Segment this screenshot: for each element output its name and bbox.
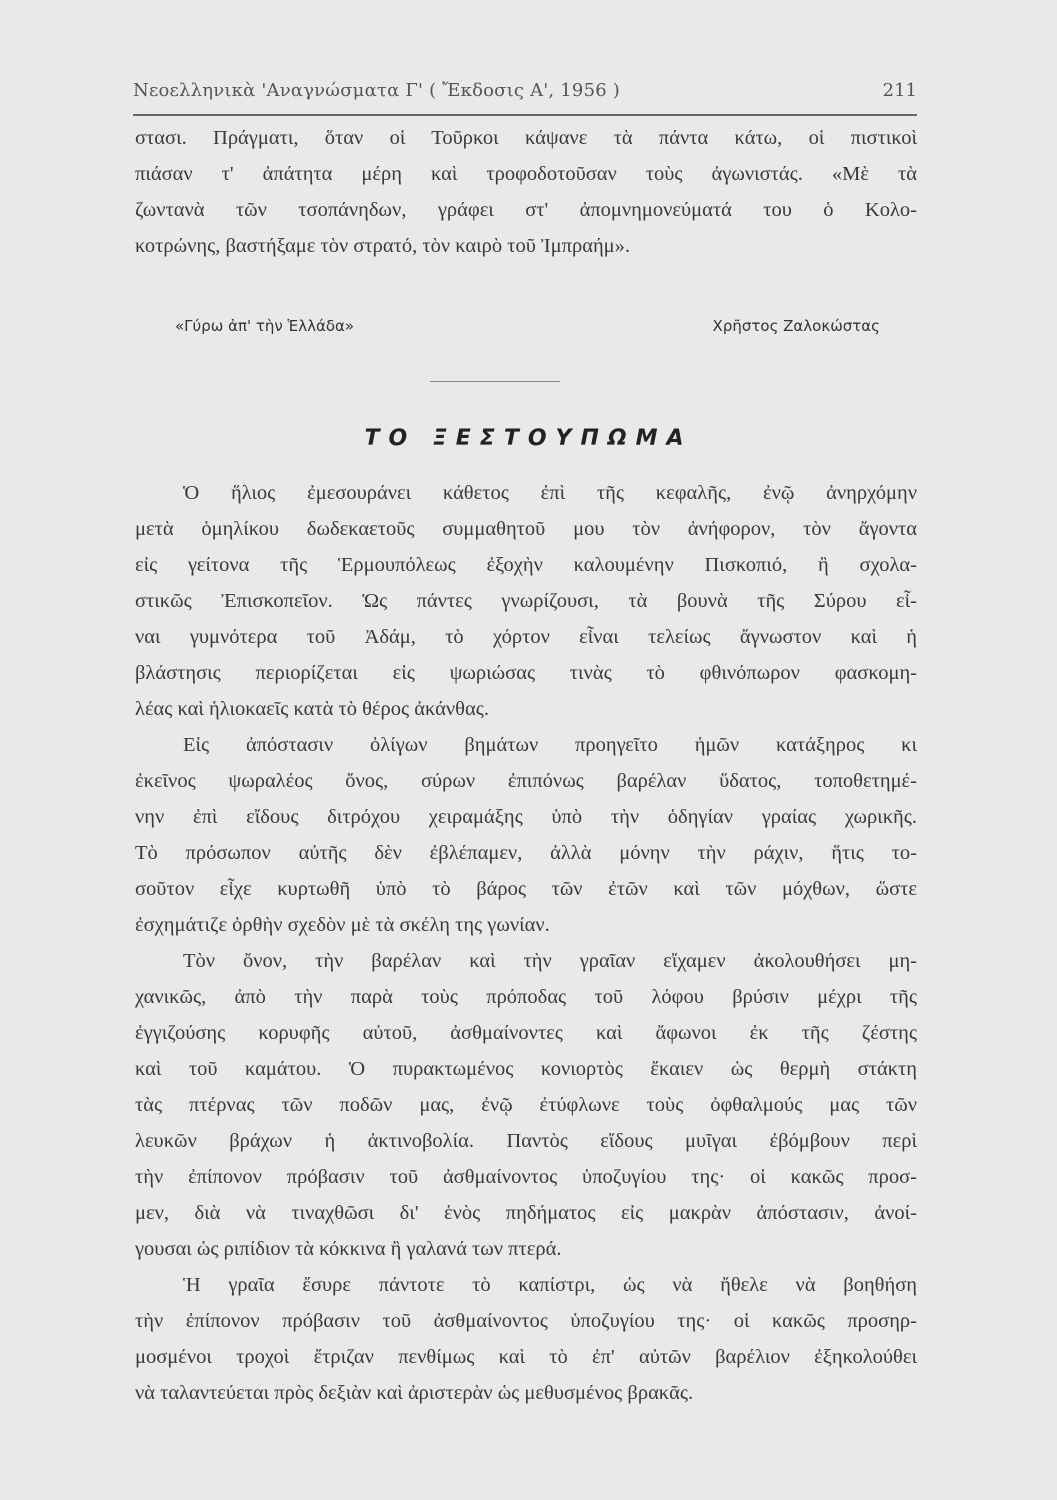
text-line: καὶ τοῦ καμάτου. Ὁ πυρακτωμένος κονιορτὸς ἔκαιεν ὡς θερμὴ στάκτη xyxy=(135,1058,917,1080)
text-line: ἐγγιζούσης κορυφῆς αὐτοῦ, ἀσθμαίνοντες καὶ ἄφωνοι ἐκ τῆς ζέστης xyxy=(135,1022,917,1044)
paragraph xyxy=(135,727,917,943)
text-line: ἐκεῖνος ψωραλέος ὄνος, σύρων ἐπιπόνως βαρέλαν ὕδατος, τοποθετημέ- xyxy=(135,770,917,792)
paragraph xyxy=(135,1267,917,1411)
text-line: λέας καὶ ἡλιοκαεῖς κατὰ τὸ θέρος ἀκάνθας. xyxy=(135,698,489,720)
text-line: βλάστησις περιορίζεται εἰς ψωριώσας τινὰς τὸ φθινόπωρον φασκομη- xyxy=(135,662,917,684)
article-title: ΤΟ ΞΕΣΤΟΥΠΩΜΑ xyxy=(364,426,693,451)
text-line: τὴν ἐπίπονον πρόβασιν τοῦ ἀσθμαίνοντος ὑποζυγίου της· οἱ κακῶς προσηρ- xyxy=(135,1310,917,1332)
text-line: στικῶς Ἐπισκοπεῖον. Ὡς πάντες γνωρίζουσι, τὰ βουνὰ τῆς Σύρου εἶ- xyxy=(135,590,917,612)
header-rule xyxy=(133,114,917,116)
text-line: νην ἐπὶ εἴδους διτρόχου χειραμάξης ὑπὸ τὴν ὁδηγίαν γραίας χωρικῆς. xyxy=(135,806,917,828)
text-line: λευκῶν βράχων ἡ ἀκτινοβολία. Παντὸς εἴδους μυῖγαι ἐβόμβουν περὶ xyxy=(135,1130,917,1152)
text-line: χανικῶς, ἀπὸ τὴν παρὰ τοὺς πρόποδας τοῦ λόφου βρύσιν μέχρι τῆς xyxy=(135,986,917,1008)
text-line: πιάσαν τ' ἀπάτητα μέρη καὶ τροφοδοτοῦσαν τοὺς ἀγωνιστάς. «Μὲ τὰ xyxy=(135,163,917,185)
text-line: Τὸ πρόσωπον αὐτῆς δὲν ἐβλέπαμεν, ἀλλὰ μόνην τὴν ράχιν, ἥτις το- xyxy=(135,842,917,864)
text-line: ναι γυμνότερα τοῦ Ἀδάμ, τὸ χόρτον εἶναι τελείως ἄγνωστον καὶ ἡ xyxy=(135,626,917,648)
running-title: Νεοελληνικὰ 'Αναγνώσματα Γ' ( Ἔκδοσις Α', 1956 ) xyxy=(133,80,621,101)
running-header xyxy=(133,80,917,110)
citation-author: Χρῆστος Ζαλοκώστας xyxy=(712,317,880,335)
text-line: μεν, διὰ νὰ τιναχθῶσι δι' ἑνὸς πηδήματος εἰς μακρὰν ἀπόστασιν, ἀνοί- xyxy=(135,1202,917,1224)
text-line: μετὰ ὁμηλίκου δωδεκαετοῦς συμμαθητοῦ μου τὸν ἀνήφορον, τὸν ἄγοντα xyxy=(135,518,917,540)
text-line: τὰς πτέρνας τῶν ποδῶν μας, ἐνῷ ἐτύφλωνε τοὺς ὀφθαλμούς μας τῶν xyxy=(135,1094,917,1116)
paragraph xyxy=(135,475,917,727)
citation xyxy=(175,317,880,335)
article-body xyxy=(135,475,917,1411)
text-line: ἐσχημάτιζε ὀρθὴν σχεδὸν μὲ τὰ σκέλη της γωνίαν. xyxy=(135,914,550,936)
text-line: γουσαι ὡς ριπίδιον τὰ κόκκινα ἢ γαλανά των πτερά. xyxy=(135,1238,562,1260)
text-line: τὴν ἐπίπονον πρόβασιν τοῦ ἀσθμαίνοντος ὑποζυγίου της· οἱ κακῶς προσ- xyxy=(135,1166,917,1188)
text-line: Τὸν ὄνον, τὴν βαρέλαν καὶ τὴν γραῖαν εἴχαμεν ἀκολουθήσει μη- xyxy=(183,950,917,972)
paragraph xyxy=(135,943,917,1267)
text-line: Εἰς ἀπόστασιν ὀλίγων βημάτων προηγεῖτο ἡμῶν κατάξηρος κι xyxy=(183,734,917,756)
text-line: κοτρώνης, βαστήξαμε τὸν στρατό, τὸν καιρὸ τοῦ Ἰμπραήμ». xyxy=(135,235,631,257)
page-number: 211 xyxy=(882,80,917,101)
citation-source: «Γύρω ἀπ' τὴν Ἑλλάδα» xyxy=(175,317,355,335)
text-line: εἰς γείτονα τῆς Ἑρμουπόλεως ἐξοχὴν καλουμένην Πισκοπιό, ἢ σχολα- xyxy=(135,554,917,576)
text-line: στασι. Πράγματι, ὅταν οἱ Τοῦρκοι κάψανε τὰ πάντα κάτω, οἱ πιστικοὶ xyxy=(135,127,917,149)
text-line: ζωντανὰ τῶν τσοπάνηδων, γράφει στ' ἀπομνημονεύματά του ὁ Κολο- xyxy=(135,199,917,221)
text-line: νὰ ταλαντεύεται πρὸς δεξιὰν καὶ ἀριστερὰν ὡς μεθυσμένος βρακᾶς. xyxy=(135,1382,694,1404)
text-line: μοσμένοι τροχοὶ ἔτριζαν πενθίμως καὶ τὸ ἐπ' αὐτῶν βαρέλιον ἐξηκολούθει xyxy=(135,1346,917,1368)
section-divider xyxy=(430,381,560,382)
text-line: Ὁ ἥλιος ἐμεσουράνει κάθετος ἐπὶ τῆς κεφαλῆς, ἐνῷ ἀνηρχόμην xyxy=(183,482,917,504)
text-line: σοῦτον εἶχε κυρτωθῆ ὑπὸ τὸ βάρος τῶν ἐτῶν καὶ τῶν μόχθων, ὥστε xyxy=(135,878,917,900)
previous-text xyxy=(135,120,917,264)
text-line: Ἡ γραῖα ἔσυρε πάντοτε τὸ καπίστρι, ὡς νὰ ἤθελε νὰ βοηθήση xyxy=(183,1274,917,1296)
